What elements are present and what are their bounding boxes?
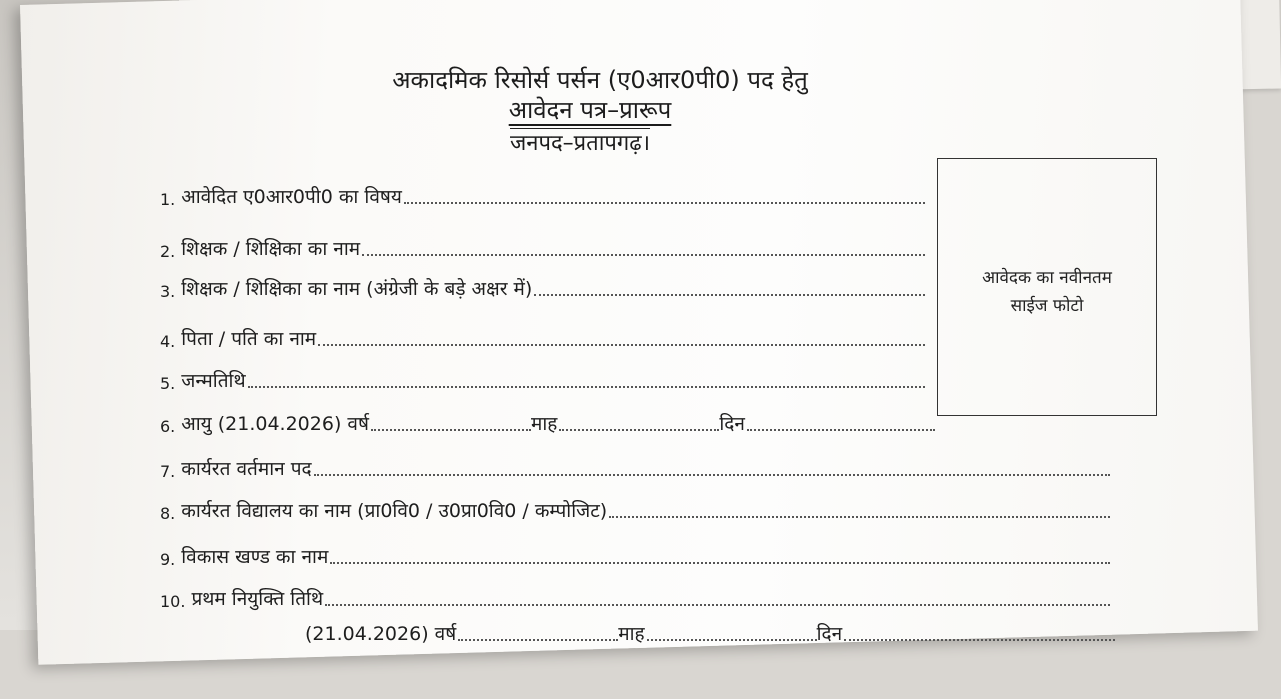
field-label: कार्यरत वर्तमान पद bbox=[181, 458, 312, 480]
fill-line-years[interactable] bbox=[371, 428, 531, 431]
field-number: 4. bbox=[160, 332, 176, 351]
field-school-name[interactable] bbox=[160, 497, 1110, 523]
fill-line[interactable] bbox=[534, 293, 925, 296]
field-teacher-name[interactable] bbox=[160, 235, 925, 261]
field-label-months: माह bbox=[618, 623, 645, 645]
field-label: जन्मतिथि bbox=[181, 370, 246, 392]
field-current-post[interactable] bbox=[160, 455, 1110, 481]
field-label: (21.04.2026) वर्ष bbox=[305, 623, 457, 645]
field-number: 5. bbox=[160, 374, 176, 393]
field-label-days: दिन bbox=[816, 623, 843, 645]
fill-line[interactable] bbox=[609, 515, 1110, 518]
field-label-months: माह bbox=[530, 413, 558, 435]
fill-line[interactable] bbox=[330, 561, 1110, 564]
field-label: प्रथम नियुक्ति तिथि bbox=[191, 588, 324, 610]
fill-line-years[interactable] bbox=[458, 638, 618, 641]
field-applied-subject[interactable] bbox=[160, 183, 925, 209]
field-label-days: दिन bbox=[719, 413, 745, 435]
photo-box[interactable] bbox=[937, 158, 1157, 416]
field-development-block[interactable] bbox=[160, 543, 1110, 569]
fill-line[interactable] bbox=[325, 603, 1110, 606]
field-first-appointment-date[interactable] bbox=[160, 585, 1110, 611]
fill-line[interactable] bbox=[314, 473, 1110, 476]
form-heading-line3-text: जनपद–प्रतापगढ़। bbox=[510, 128, 650, 156]
fill-line[interactable] bbox=[248, 385, 925, 388]
field-teacher-name-english[interactable] bbox=[160, 275, 925, 301]
field-number: 3. bbox=[160, 282, 176, 301]
field-label: कार्यरत विद्यालय का नाम (प्रा0वि0 / उ0प्रा0वि0 / कम्पोजिट) bbox=[181, 500, 608, 522]
field-label: आयु (21.04.2026) वर्ष bbox=[181, 413, 369, 435]
fill-line-months[interactable] bbox=[647, 638, 817, 641]
fill-line[interactable] bbox=[318, 343, 925, 346]
form-heading-line2 bbox=[90, 93, 1090, 126]
fill-line-months[interactable] bbox=[559, 428, 719, 431]
field-number: 2. bbox=[160, 242, 176, 261]
application-form-sheet bbox=[20, 0, 1258, 665]
photo-box-label bbox=[938, 264, 1156, 320]
photo-label-line2: साईज फोटो bbox=[1010, 296, 1084, 316]
field-number: 10. bbox=[160, 592, 186, 611]
field-date-of-birth[interactable] bbox=[160, 367, 925, 393]
field-label: शिक्षक / शिक्षिका का नाम (अंग्रेजी के बड़े अक्षर में) bbox=[181, 278, 533, 300]
field-number: 6. bbox=[160, 417, 176, 436]
field-father-husband-name[interactable] bbox=[160, 325, 925, 351]
field-number: 9. bbox=[160, 550, 176, 569]
form-heading-line3 bbox=[80, 127, 1080, 157]
fill-line-days[interactable] bbox=[844, 638, 1115, 641]
field-age[interactable] bbox=[160, 410, 935, 436]
form-heading-line1: अकादमिक रिसोर्स पर्सन (ए0आर0पी0) पद हेतु bbox=[392, 66, 808, 94]
field-label: आवेदित ए0आर0पी0 का विषय bbox=[181, 186, 402, 208]
field-number: 7. bbox=[160, 462, 176, 481]
fill-line[interactable] bbox=[404, 201, 925, 204]
form-heading-line2-text: आवेदन पत्र–प्रारूप bbox=[508, 96, 672, 125]
field-label: विकास खण्ड का नाम bbox=[181, 546, 329, 568]
field-label: शिक्षक / शिक्षिका का नाम bbox=[181, 238, 361, 260]
fill-line-days[interactable] bbox=[747, 428, 935, 431]
field-service-period[interactable] bbox=[305, 620, 1115, 646]
field-label: पिता / पति का नाम bbox=[181, 328, 317, 350]
photo-label-line1: आवेदक का नवीनतम bbox=[982, 268, 1112, 288]
field-number: 1. bbox=[160, 190, 176, 209]
fill-line[interactable] bbox=[362, 253, 925, 256]
field-number: 8. bbox=[160, 504, 176, 523]
